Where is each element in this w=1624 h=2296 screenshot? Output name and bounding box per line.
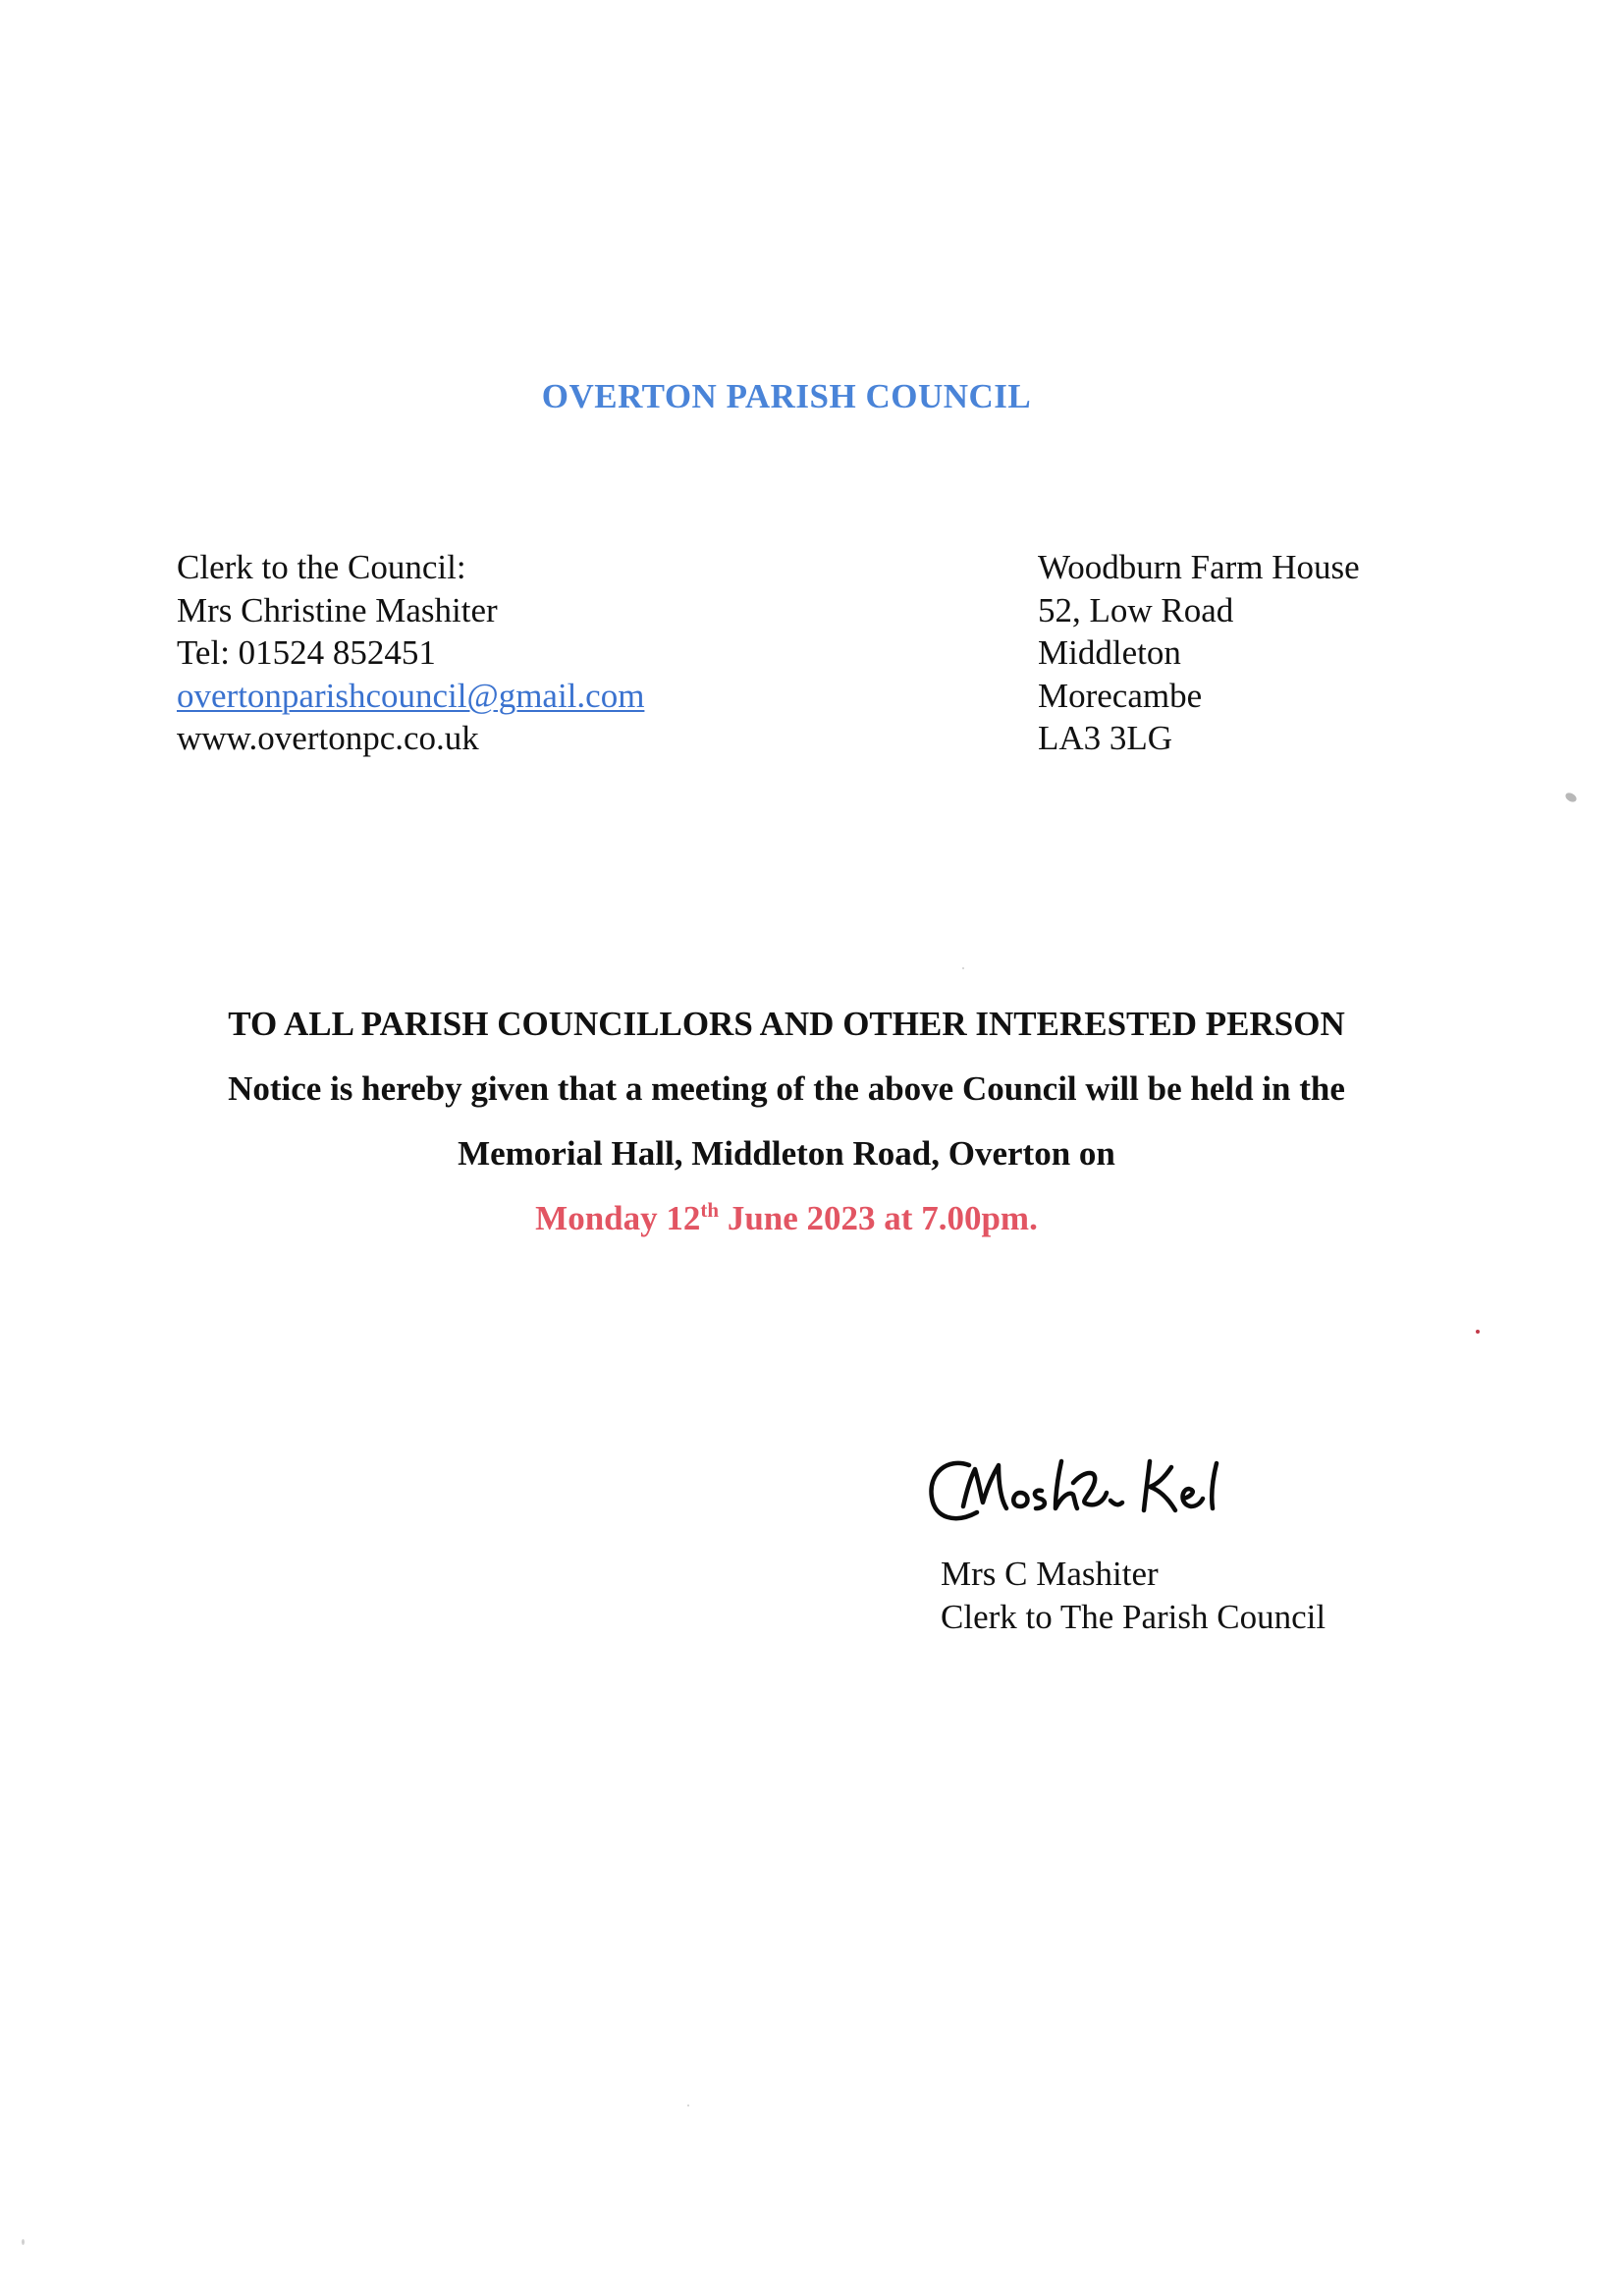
meeting-date-time: June 2023 at 7.00pm.: [719, 1199, 1038, 1237]
notice-text-line-2: Memorial Hall, Middleton Road, Overton on: [458, 1134, 1115, 1173]
address-postcode: LA3 3LG: [1038, 719, 1173, 757]
address-line-2: 52, Low Road: [1038, 590, 1234, 629]
clerk-phone: Tel: 01524 852451: [177, 633, 436, 672]
signoff-name: Mrs C Mashiter: [941, 1555, 1159, 1593]
scan-speck: [1564, 792, 1578, 804]
clerk-address-block: [1038, 546, 1360, 760]
meeting-notice: [0, 992, 1573, 1251]
clerk-name: Mrs Christine Mashiter: [177, 590, 498, 629]
meeting-date: [0, 1186, 1573, 1251]
meeting-date-ordinal: th: [700, 1198, 720, 1222]
signoff-role: Clerk to The Parish Council: [941, 1598, 1326, 1636]
council-website: www.overtonpc.co.uk: [177, 719, 479, 757]
clerk-email-link[interactable]: overtonparishcouncil@gmail.com: [177, 676, 645, 715]
notice-text-line-1: Notice is hereby given that a meeting of the above Council will be held in the: [228, 1069, 1345, 1108]
meeting-date-day: Monday 12: [535, 1199, 701, 1237]
clerk-signature: [918, 1444, 1252, 1552]
clerk-role-line: Clerk to the Council:: [177, 548, 466, 586]
scan-speck: [962, 967, 964, 969]
council-title: OVERTON PARISH COUNCIL: [541, 377, 1032, 415]
address-line-3: Middleton: [1038, 633, 1181, 672]
address-line-4: Morecambe: [1038, 676, 1203, 715]
clerk-contact-block: [177, 546, 644, 760]
scan-speck: [22, 2239, 25, 2245]
scan-speck: [687, 2105, 689, 2106]
address-line-1: Woodburn Farm House: [1038, 548, 1360, 586]
notice-heading: TO ALL PARISH COUNCILLORS AND OTHER INTERESTED PERSON: [228, 1005, 1345, 1043]
signoff-block: [941, 1553, 1326, 1639]
scan-speck: [1476, 1330, 1480, 1334]
